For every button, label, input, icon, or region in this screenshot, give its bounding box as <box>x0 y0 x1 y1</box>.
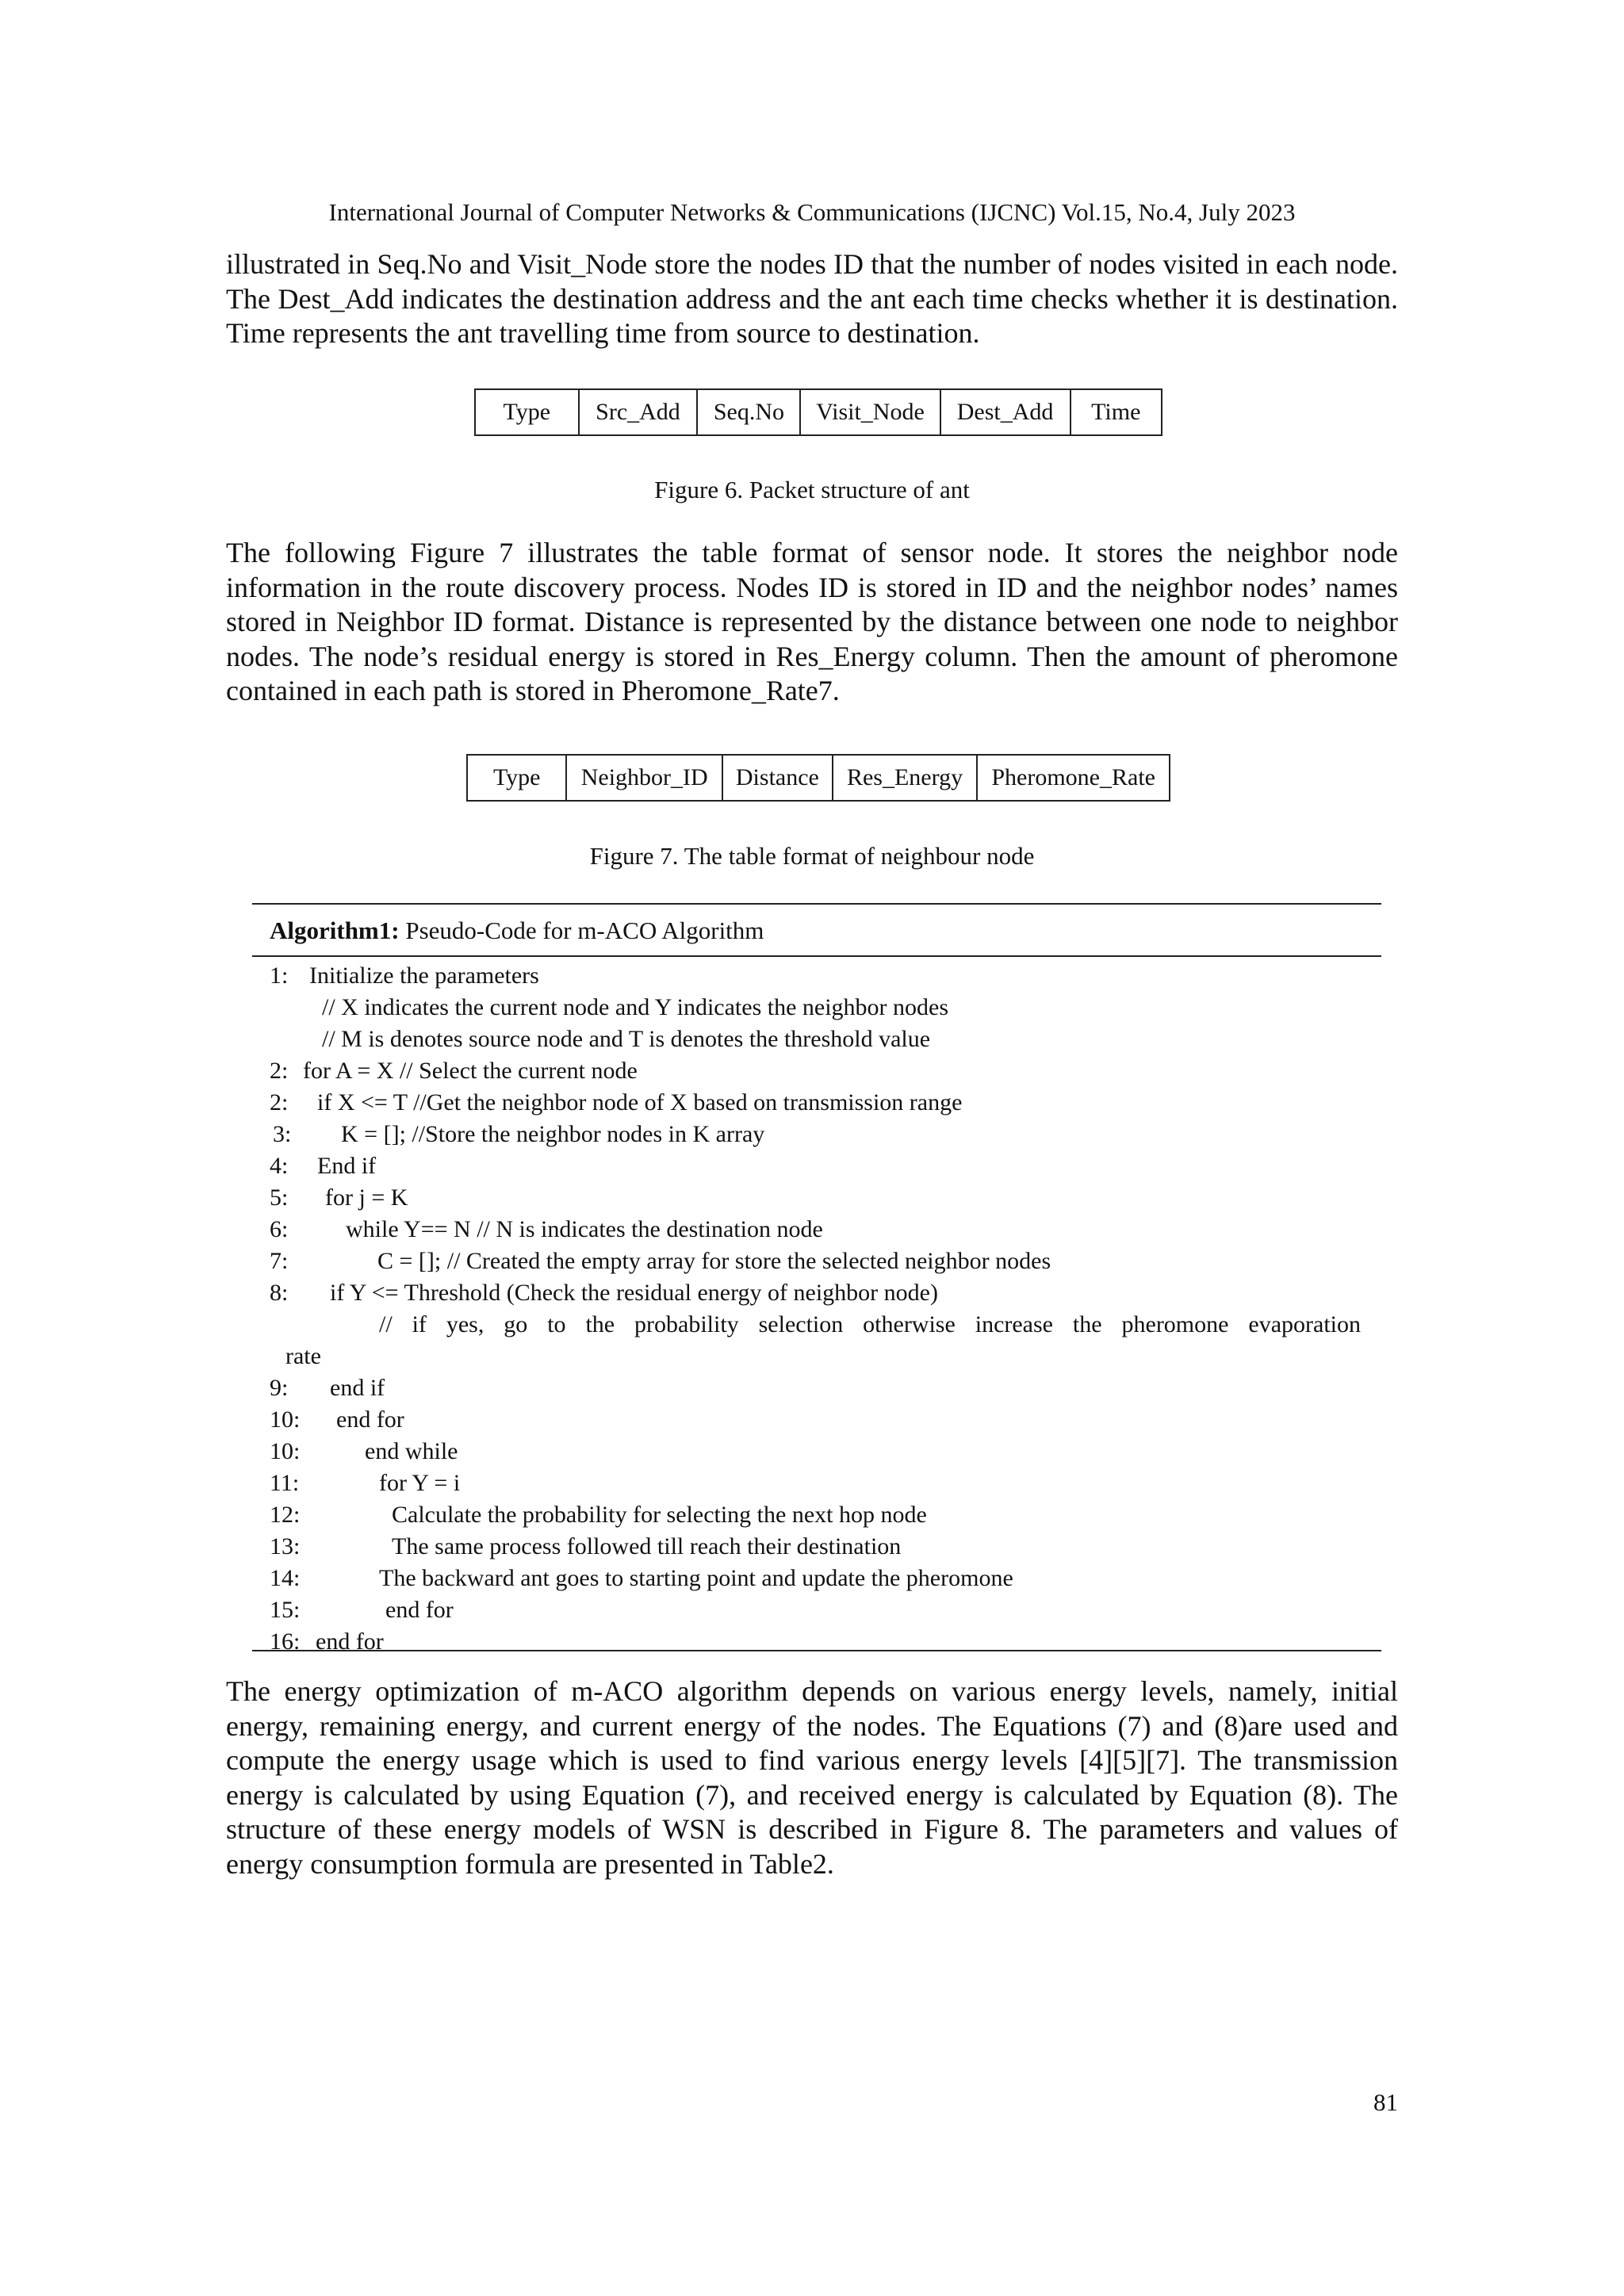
line-number: 10: <box>270 1406 301 1433</box>
algorithm-line <box>252 1563 1381 1594</box>
line-text: Calculate the probability for selecting the next hop node <box>392 1502 927 1528</box>
field-time: Time <box>1071 389 1162 435</box>
line-text: while Y== N // N is indicates the destination node <box>346 1216 823 1242</box>
field-dest-add: Dest_Add <box>940 389 1071 435</box>
line-number: 10: <box>270 1438 301 1464</box>
algorithm-line <box>252 1468 1381 1499</box>
algorithm-line <box>252 1055 1381 1087</box>
field-src-add: Src_Add <box>579 389 698 435</box>
line-text: end while <box>365 1438 458 1464</box>
line-number: 3: <box>273 1121 292 1147</box>
line-number: 16: <box>270 1628 301 1655</box>
field-res-energy: Res_Energy <box>833 755 978 801</box>
line-text: end for <box>336 1406 404 1433</box>
line-text: C = []; // Created the empty array for store the selected neighbor nodes <box>377 1248 1051 1274</box>
paragraph-3: The energy optimization of m-ACO algorithm depends on various energy levels, namely, initial energy, remaining energy, and current energy of the nodes. The Equations (7) and (8)are used and compute the energy usage which is used to find various energy levels [4][5][7]. The transmission energy is calculated by using Equation (7), and received energy is calculated by Equation (8). The structure of these energy models of WSN is described in Figure 8. The parameters and values of energy consumption formula are presented in Table2. <box>226 1675 1398 1880</box>
algorithm-top-rule <box>252 903 1381 905</box>
field-seq-no: Seq.No <box>697 389 800 435</box>
line-text: End if <box>317 1153 377 1179</box>
line-number: 13: <box>270 1533 301 1559</box>
line-text: Initialize the parameters <box>309 962 539 989</box>
figure-7-caption: Figure 7. The table format of neighbour node <box>589 842 1035 870</box>
line-number: 6: <box>270 1216 289 1242</box>
field-distance: Distance <box>722 755 833 801</box>
line-number: 14: <box>270 1565 301 1591</box>
figure-6-caption: Figure 6. Packet structure of ant <box>654 476 970 503</box>
figure-6-packet-structure <box>474 388 1162 436</box>
algorithm-header-rule <box>252 955 1381 957</box>
line-text: if X <= T //Get the neighbor node of X based on transmission range <box>317 1089 963 1115</box>
line-text: The backward ant goes to starting point and update the pheromone <box>379 1565 1013 1591</box>
algorithm-line <box>252 1182 1381 1214</box>
algorithm-line <box>252 1277 1381 1309</box>
algorithm-title <box>270 916 764 946</box>
line-text: end for <box>316 1628 384 1655</box>
line-number: 1: <box>270 962 289 989</box>
line-number: 12: <box>270 1502 301 1528</box>
line-text: end for <box>385 1597 454 1623</box>
algorithm-line <box>252 1626 1381 1658</box>
figure-7-neighbour-table <box>466 754 1170 802</box>
line-text: rate <box>285 1343 321 1369</box>
line-number: 7: <box>270 1248 289 1274</box>
algorithm-line <box>252 1436 1381 1468</box>
algorithm-line <box>252 960 1381 992</box>
algorithm-lines <box>252 960 1381 1658</box>
line-text: // X indicates the current node and Y indicates the neighbor nodes <box>322 994 949 1020</box>
line-number: 11: <box>270 1470 300 1496</box>
algorithm-line <box>252 1214 1381 1246</box>
line-text: end if <box>330 1375 385 1401</box>
algorithm-line <box>252 1499 1381 1531</box>
line-number: 2: <box>270 1089 289 1115</box>
page-number: 81 <box>1373 2088 1398 2116</box>
field-visit-node: Visit_Node <box>800 389 940 435</box>
line-text: for A = X // Select the current node <box>303 1058 638 1084</box>
algorithm-line <box>252 1594 1381 1626</box>
line-number: 15: <box>270 1597 301 1623</box>
line-number: 9: <box>270 1375 289 1401</box>
algorithm-title-text: Pseudo-Code for m-ACO Algorithm <box>399 916 764 944</box>
journal-header: International Journal of Computer Networks & Communications (IJCNC) Vol.15, No.4, July 2023 <box>328 198 1296 226</box>
line-number: 8: <box>270 1280 289 1306</box>
line-text: // if yes, go to the probability selection otherwise increase the pheromone evaporation <box>379 1311 1361 1337</box>
paragraph-2: The following Figure 7 illustrates the table format of sensor node. It stores the neighbor node information in the route discovery process. Nodes ID is stored in ID and the neighbor nodes’ names stored in Neighbor ID format. Distance is represented by the distance between one node to neighbor nodes. The node’s residual energy is stored in Res_Energy column. Then the amount of pheromone contained in each path is stored in Pheromone_Rate7. <box>226 537 1398 706</box>
line-text: if Y <= Threshold (Check the residual energy of neighbor node) <box>330 1280 938 1306</box>
algorithm-line <box>252 1404 1381 1436</box>
algorithm-line <box>252 992 1381 1024</box>
line-number: 5: <box>270 1184 289 1211</box>
line-number: 2: <box>270 1058 289 1084</box>
paragraph-1: illustrated in Seq.No and Visit_Node store the nodes ID that the number of nodes visited in each node. The Dest_Add indicates the destination address and the ant each time checks whether it is destination. Time represents the ant travelling time from source to destination. <box>226 248 1398 349</box>
algorithm-line <box>252 1341 1381 1372</box>
line-text: // M is denotes source node and T is denotes the threshold value <box>322 1026 931 1052</box>
algorithm-line <box>252 1531 1381 1563</box>
algorithm-line <box>252 1309 1381 1341</box>
field-type: Type <box>475 389 579 435</box>
line-number: 4: <box>270 1153 289 1179</box>
algorithm-line <box>252 1372 1381 1404</box>
algorithm-line <box>252 1150 1381 1182</box>
line-text: for j = K <box>325 1184 408 1211</box>
algorithm-line <box>252 1024 1381 1055</box>
algorithm-title-label: Algorithm1: <box>270 916 400 944</box>
algorithm-bottom-rule <box>252 1650 1381 1651</box>
algorithm-line <box>252 1087 1381 1119</box>
field-neighbor-id: Neighbor_ID <box>566 755 722 801</box>
line-text: The same process followed till reach their destination <box>392 1533 902 1559</box>
line-text: for Y = i <box>379 1470 461 1496</box>
algorithm-line <box>252 1119 1381 1150</box>
field-type: Type <box>467 755 566 801</box>
algorithm-line <box>252 1246 1381 1277</box>
field-pheromone-rate: Pheromone_Rate <box>977 755 1170 801</box>
line-text: K = []; //Store the neighbor nodes in K array <box>341 1121 765 1147</box>
